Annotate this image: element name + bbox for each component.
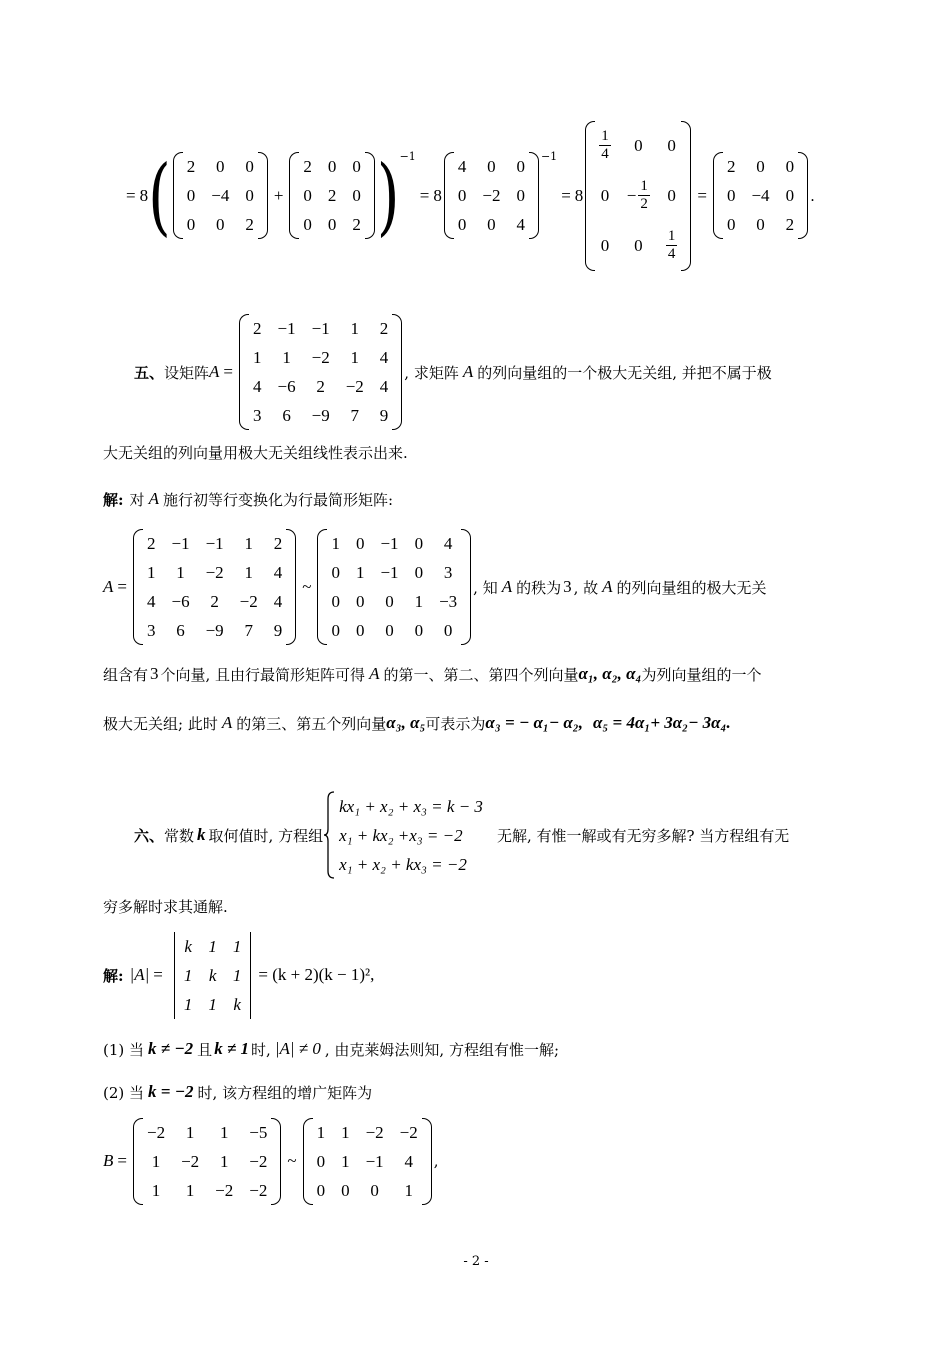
matrix [303,1118,432,1205]
matrix-cell: 1 [185,1180,195,1200]
matrix-cell: 2 [146,534,156,553]
matrix-cell: −2 [249,1180,268,1200]
vector-list: α₁, α₂, α₄ [578,664,642,683]
matrix-cell: 2 [303,157,312,176]
matrix-cell: 2 [245,215,254,234]
matrix-cell: 1 [341,1151,350,1171]
matrix-body [327,529,461,645]
matrix-cell: 0 [667,186,676,205]
condition: k ≠ 1 [214,1039,250,1058]
solution-label: 解: [103,490,124,509]
matrix-cell: −1 [311,319,330,338]
matrix-var: A [602,577,613,596]
coefficient: 8 [433,185,442,205]
equals-sign: = [697,185,707,205]
matrix-body [454,152,529,239]
matrix-body [299,152,365,239]
det-result: = (k + 2)(k − 1)², [258,965,375,984]
rank-value: 3 [563,577,572,596]
case-text: 且 [197,1040,213,1059]
matrix-cell: 4 [253,377,262,396]
condition: k = −2 [148,1082,194,1101]
coefficient: 8 [574,185,584,205]
matrix-cell: −1 [365,1151,384,1171]
problem-text: 取何值时, 方程组 [208,826,324,845]
matrix-body [249,314,392,430]
punctuation: , [433,1152,439,1170]
matrix-cell: 4 [273,563,283,582]
matrix-cell: −1 [380,563,399,582]
equals-sign: = [117,1151,127,1170]
matrix-cell: 0 [385,621,394,640]
matrix-cell: 0 [414,534,424,553]
determinant-body [180,932,246,1019]
matrix-cell: 0 [303,186,312,205]
problem-5-statement [134,313,772,431]
case-text: , 由克莱姆法则知, 方程组有惟一解; [324,1040,560,1059]
matrix-cell: −2 [399,1122,418,1142]
matrix-cell: 1 [350,348,359,367]
solution-text: 的秩为 [516,578,562,597]
problem-text: 的列向量组的一个极大无关组, 并把不属于极 [477,363,772,382]
matrix-cell: 0 [457,215,467,234]
left-brace-icon [323,791,335,879]
matrix-cell: 4 [146,592,156,611]
matrix-cell: −3 [439,592,458,611]
case-text: (2) 当 [103,1083,145,1102]
page-number: - 2 - [463,1254,489,1269]
matrix-cell: 1 [350,319,359,338]
matrix-cell: 0 [316,1151,326,1171]
problem-text: , 求矩阵 [404,363,459,382]
solution-text: 个向量, 且由行最简形矩阵可得 [160,665,366,684]
solution-text: 的第三、第五个列向量 [236,714,387,733]
matrix-cell: 9 [379,406,389,425]
equation: kx₁ + x₂ + x₃ = k − 3 [339,796,483,816]
matrix-cell: 0 [331,563,340,582]
matrix-cell: 0 [756,215,765,234]
inverse-exponent: −1 [540,150,558,163]
matrix-cell: 0 [634,236,643,255]
matrix-cell: 1 [244,534,253,553]
solution-5-line2 [103,663,761,685]
matrix-cell: 1 [331,534,340,553]
matrix-cell: 2 [316,377,325,396]
matrix-cell: 1 [219,1122,229,1142]
matrix-cell: 0 [516,157,525,176]
equation: x₁ + x₂ + kx₃ = −2 [339,854,467,874]
matrix-body [143,1118,271,1205]
linear-expression: α₅ = 4α₁+ 3α₂− 3α₄. [592,713,731,732]
matrix-cell: −2 [146,1122,166,1142]
matrix-cell: −2 [482,186,501,205]
equation-system [339,792,483,879]
matrix-cell: 2 [327,186,337,205]
matrix-cell: 9 [273,621,283,640]
matrix-cell: 2 [785,215,795,234]
matrix-cell: 0 [245,157,254,176]
matrix-var: A [103,577,114,596]
solution-text: 施行初等行变换化为行最简形矩阵: [162,490,394,509]
matrix-cell: 0 [245,186,254,205]
solution-label: 解: [103,966,124,985]
matrix-cell: 0 [443,621,453,640]
problem-6-statement [134,790,789,880]
matrix-cell: 6 [176,621,185,640]
matrix-cell: −2 [311,348,330,367]
matrix-cell: 0 [355,534,365,553]
matrix-cell: 1 [151,1151,161,1171]
matrix-cell: 1 [176,563,185,582]
solution-text: 的第一、第二、第四个列向量 [383,665,579,684]
matrix-cell: 0 [667,136,676,155]
matrix-body [183,152,258,239]
matrix-cell: 1 [232,965,242,985]
vector-list: α₃, α₅ [386,713,426,732]
matrix-cell: 0 [355,621,365,640]
solution-text: 的列向量组的极大无关 [616,578,767,597]
matrix-cell: 4 [404,1151,413,1171]
matrix-var: A [209,362,220,381]
matrix [585,121,691,271]
matrix-cell: 1 [183,994,193,1014]
solution-text: 可表示为 [425,714,486,733]
equals-sign: = [153,965,163,984]
matrix-cell: 0 [414,563,424,582]
matrix-cell: −1 [205,534,224,553]
matrix-cell: 0 [726,215,736,234]
matrix-cell: 0 [487,157,496,176]
matrix-cell: −2 [249,1151,268,1171]
tilde: ~ [287,1151,297,1170]
matrix-body [723,152,798,239]
matrix-cell: 3 [253,406,262,425]
matrix-cell: 0 [186,215,196,234]
matrix-cell: −1 [277,319,296,338]
matrix-cell: 0 [600,236,610,255]
coefficient: 8 [139,185,149,205]
matrix [173,152,268,239]
matrix-cell: −2 [205,563,224,582]
matrix-cell: 0 [341,1180,350,1200]
solution-text: 为列向量组的一个 [641,665,762,684]
matrix-cell: 2 [253,319,262,338]
condition: k ≠ −2 [148,1039,194,1058]
matrix-cell: 2 [379,319,389,338]
matrix-var: A [369,664,380,683]
matrix-cell: 2 [352,215,361,234]
case-2 [103,1080,372,1104]
problem-text: 无解, 有惟一解或有无穷多解? 当方程组有无 [496,826,790,845]
matrix-cell: 3 [146,621,156,640]
linear-expression: α₃ = − α₁− α₂, [485,713,583,732]
matrix-cell: 1 [253,348,262,367]
solution-text: 对 [129,490,145,509]
matrix-cell: 1 [219,1151,229,1171]
solution-5-line3 [103,712,731,734]
matrix [133,529,296,645]
matrix-cell: 0 [756,157,765,176]
matrix-cell: −4 [211,186,230,205]
solution-text: 极大无关组; 此时 [103,714,218,733]
matrix-cell: 4 [516,215,525,234]
matrix-cell: −9 [205,621,224,640]
matrix-cell: 0 [385,592,394,611]
matrix [444,152,539,239]
det-condition: |A| ≠ 0 [274,1039,321,1058]
matrix-cell: 0 [785,186,795,205]
matrix-cell: k [208,965,217,985]
matrix-cell: −5 [249,1122,268,1142]
matrix-cell: 0 [600,186,610,205]
problem-label: 五、 [134,363,165,382]
matrix-cell: 0 [331,621,340,640]
matrix-cell: 0 [370,1180,379,1200]
outer-right-paren: ) [376,146,400,245]
augmented-matrix-reduction [103,1117,439,1205]
matrix-cell: 0 [352,186,361,205]
case-text: (1) 当 [103,1040,145,1059]
solution-text: 组含有 [103,665,149,684]
matrix-body [313,1118,422,1205]
system-brace [323,791,335,879]
matrix-cell: 4 [457,157,467,176]
matrix-cell: 7 [350,406,359,425]
matrix-cell: $\frac{1}{4}$ [667,228,676,262]
matrix-body [143,529,286,645]
matrix-cell: −2 [365,1122,384,1142]
matrix-body [595,121,681,271]
problem-text: 设矩阵 [164,363,210,382]
matrix-cell: 0 [634,136,643,155]
matrix-cell: 1 [208,936,217,956]
matrix-cell: 3 [443,563,453,582]
matrix-var: A [221,713,233,732]
equals-sign: = [223,362,234,381]
matrix-var: A [501,577,513,596]
matrix-cell: 0 [414,621,424,640]
equation: x₁ + kx₂ +x₃ = −2 [339,825,463,845]
matrix-cell: 7 [244,621,253,640]
outer-left-paren: ( [148,146,171,245]
matrix-cell: 4 [273,592,283,611]
matrix-cell: k [233,994,241,1014]
matrix [713,152,808,239]
matrix-cell: 2 [273,534,283,553]
matrix-cell: 1 [341,1122,350,1142]
matrix-cell: 1 [404,1180,413,1200]
count-value: 3 [150,664,159,683]
matrix-cell: 0 [327,157,337,176]
matrix-cell: −6 [277,377,296,396]
matrix-cell: −1 [380,534,399,553]
matrix-cell: 2 [726,157,736,176]
matrix-cell: −2 [181,1151,200,1171]
matrix-cell: 0 [355,592,365,611]
problem-text: 常数 [164,826,195,845]
matrix-cell: −2 [345,377,364,396]
matrix-cell: 1 [183,965,193,985]
case-text: 时, [251,1040,271,1059]
equals-sign: = [419,185,430,205]
matrix-var: A [148,489,159,508]
matrix-cell: 0 [216,215,225,234]
matrix-cell: 0 [352,157,361,176]
row-reduction [103,528,767,646]
matrix [317,529,471,645]
solution-text: , 知 [473,578,498,597]
matrix-cell: 0 [785,157,795,176]
case-text: 时, 该方程组的增广矩阵为 [197,1083,373,1102]
matrix-cell: 0 [726,186,736,205]
param-k: k [197,825,206,844]
problem-label: 六、 [134,826,165,845]
plus-sign: + [273,185,284,205]
det-symbol: |A| [129,965,150,984]
matrix-cell: 0 [216,157,225,176]
matrix-cell: −1 [171,534,190,553]
matrix-cell: −4 [751,186,770,205]
solution-5-intro [103,488,393,510]
determinant [169,932,257,1019]
tilde: ~ [302,577,312,596]
determinant-calc [103,930,374,1020]
matrix-cell: 1 [355,563,365,582]
matrix-cell: 1 [232,936,242,956]
matrix-var: B [103,1151,114,1170]
matrix-cell: 0 [331,592,340,611]
equals-sign: = [561,185,571,205]
problem-text: 大无关组的列向量用极大无关组线性表示出来. [103,444,408,462]
matrix-cell: −2 [239,592,258,611]
matrix-cell: k [184,936,192,956]
matrix-cell: 0 [327,215,337,234]
matrix-cell: 1 [185,1122,195,1142]
matrix-cell: 2 [210,592,219,611]
matrix-cell: 0 [303,215,312,234]
matrix-var: A [462,362,474,381]
matrix-cell: 1 [316,1122,326,1142]
matrix-cell: 1 [146,563,156,582]
matrix-cell: 1 [282,348,291,367]
matrix-cell: 4 [443,534,453,553]
matrix-cell: −9 [311,406,330,425]
matrix-cell: −2 [215,1180,234,1200]
matrix-cell: 0 [487,215,496,234]
period: . [810,186,815,205]
matrix [133,1118,281,1205]
matrix-cell: 1 [208,994,217,1014]
equals-sign: = [126,185,136,205]
matrix-cell: 0 [516,186,525,205]
matrix-cell: 1 [414,592,424,611]
matrix-A [239,314,402,430]
case-1 [103,1037,559,1061]
matrix-cell: 0 [316,1180,326,1200]
matrix-cell: $\frac{1}{4}$ [601,128,609,162]
problem-text: 穷多解时求其通解. [103,898,228,916]
matrix-cell: 6 [282,406,291,425]
matrix [289,152,375,239]
equals-sign: = [117,577,127,596]
matrix-cell: 0 [186,186,196,205]
matrix-cell: 0 [457,186,467,205]
matrix-cell: 4 [379,377,389,396]
top-calculation [122,118,815,273]
matrix-cell: 1 [244,563,253,582]
matrix-cell: − $\frac{1}{2}$ [626,178,648,212]
matrix-cell: −6 [171,592,190,611]
matrix-cell: 1 [151,1180,161,1200]
matrix-cell: 2 [186,157,196,176]
inverse-exponent: −1 [399,150,416,163]
solution-text: , 故 [573,578,599,597]
matrix-cell: 4 [379,348,389,367]
